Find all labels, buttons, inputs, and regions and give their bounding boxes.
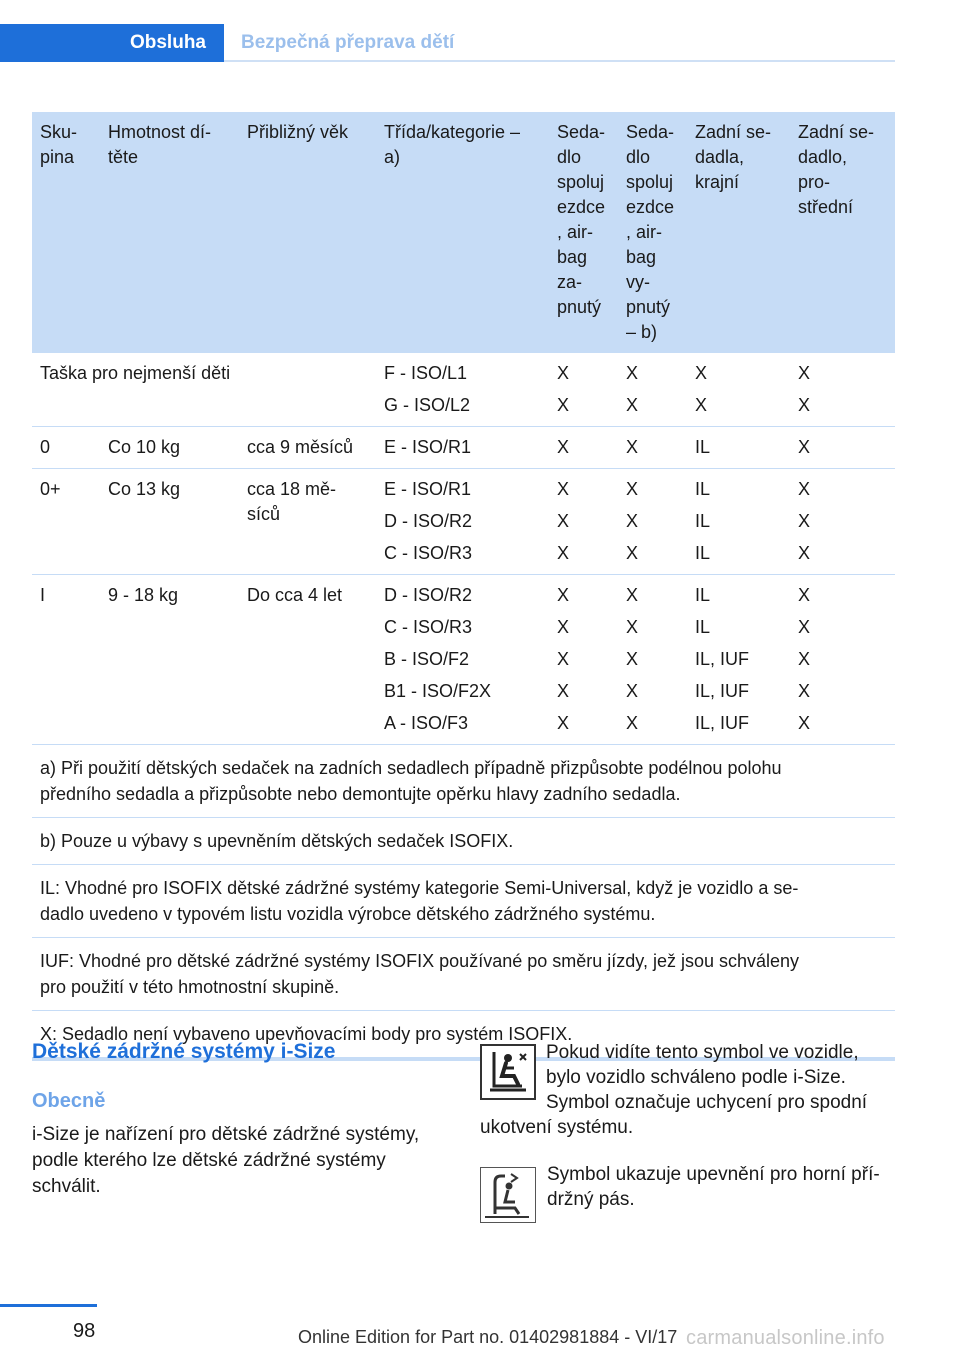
cell-value: E - ISO/R1: [384, 479, 472, 499]
cell-value: X: [798, 585, 811, 605]
class-cell: [376, 469, 549, 575]
cell-value: X: [798, 437, 811, 457]
cell-value: IL, IUF: [695, 649, 750, 669]
text-line: schválit.: [32, 1176, 101, 1197]
cell-value: IL: [695, 617, 711, 637]
table-note: [32, 818, 895, 865]
text-line: Pokud vidíte tento symbol ve vozidle,: [546, 1042, 859, 1063]
seat-cell: [618, 353, 687, 427]
cell-value: IL: [695, 543, 711, 563]
section-title: Dětské zádržné systémy i-Size: [32, 1040, 336, 1063]
header-text: dadla,: [695, 147, 745, 167]
header-text: bag: [557, 247, 588, 267]
group-cell: 0: [40, 437, 51, 457]
cell-value: X: [557, 543, 570, 563]
age-cell: [239, 427, 376, 469]
child-seat-isize-icon: [480, 1044, 536, 1100]
weight-cell: 9 - 18 kg: [108, 585, 179, 605]
header-text: těte: [108, 147, 139, 167]
cell-value: D - ISO/R2: [384, 585, 473, 605]
col-header-spolujezdce-vypnuty: [618, 112, 687, 353]
header-text: krajní: [695, 172, 740, 192]
edition-text: Online Edition for Part no. 01402981884 - VI/17: [298, 1327, 678, 1347]
header-text: spoluj: [626, 172, 674, 192]
table-header-row: [32, 112, 895, 353]
text-line: IUF: Vhodné pro dětské zádržné systémy ISOFIX používané po směru jízdy, jež jsou schváleny: [40, 951, 800, 971]
text-line: předního sedadla a přizpůsobte nebo demontujte opěrku hlavy zadního sedadla.: [40, 784, 681, 804]
cell-value: X: [798, 511, 811, 531]
text-line: IL: Vhodné pro ISOFIX dětské zádržné systémy kategorie Semi-Universal, když je vozidlo a se-: [40, 878, 799, 898]
tab-obsluha[interactable]: Obsluha: [0, 24, 224, 62]
header-text: pro-: [798, 172, 831, 192]
cell-value: IL: [695, 479, 711, 499]
header-text: vy-: [626, 272, 650, 292]
header-text: dlo: [557, 147, 582, 167]
text-line: b) Pouze u výbavy s upevněním dětských sedaček ISOFIX.: [40, 831, 514, 851]
cell-value: X: [626, 713, 639, 733]
hdr: [108, 120, 231, 170]
header-text: Třída/kategorie –: [384, 122, 521, 142]
col-header-zadni-krajni: [687, 112, 790, 353]
col-header-zadni-stredni: [790, 112, 895, 353]
group-cell: I: [40, 585, 46, 605]
seat-cell: [790, 575, 895, 745]
tether-paragraph: [547, 1162, 897, 1212]
seat-cell: [687, 353, 790, 427]
seat-cell: [687, 469, 790, 575]
class-cell: [376, 353, 549, 427]
text-line: i-Size je nařízení pro dětské zádržné systémy,: [32, 1124, 420, 1145]
cell-value: F - ISO/L1: [384, 363, 468, 383]
cell-value: D - ISO/R2: [384, 511, 473, 531]
cell-value: X: [695, 395, 708, 415]
cell-value: C - ISO/R3: [384, 617, 473, 637]
hdr: [798, 120, 887, 220]
header-text: ezdce: [557, 197, 606, 217]
top-tether-icon: [480, 1167, 536, 1223]
class-cell: [376, 427, 549, 469]
hdr: [384, 120, 541, 170]
cell-value: IL: [695, 511, 711, 531]
cell-value: X: [626, 511, 639, 531]
col-header-hmotnost: [100, 112, 239, 353]
cell-value: X: [798, 713, 811, 733]
group-cell: 0+: [40, 479, 61, 499]
header-text: Seda-: [626, 122, 675, 142]
text-line: síců: [247, 504, 281, 524]
table-note: [32, 865, 895, 938]
cell-value: X: [798, 363, 811, 383]
cell-value: X: [695, 363, 708, 383]
table-note: [32, 745, 895, 818]
header-text: pnutý: [557, 297, 602, 317]
cell-value: X: [626, 681, 639, 701]
class-cell: [376, 575, 549, 745]
cell-value: X: [626, 363, 639, 383]
tab-bezpecna-preprava[interactable]: Bezpečná přeprava dětí: [241, 32, 455, 53]
cell-value: X: [798, 649, 811, 669]
table-row: [32, 575, 895, 745]
text-line: Symbol ukazuje upevnění pro horní pří-: [547, 1164, 880, 1185]
header-text: Hmotnost dí-: [108, 122, 212, 142]
col-header-spolujezdce-zapnuty: [549, 112, 618, 353]
seat-cell: [618, 575, 687, 745]
cell-value: X: [557, 511, 570, 531]
cell-value: X: [798, 617, 811, 637]
age-cell: [239, 469, 376, 575]
group-label: Taška pro nejmenší děti: [40, 363, 231, 383]
cell-value: X: [626, 437, 639, 457]
isofix-table: [32, 112, 895, 1061]
isize-paragraph: [480, 1040, 895, 1140]
seat-cell: [618, 469, 687, 575]
hdr: [626, 120, 679, 345]
cell-value: X: [557, 649, 570, 669]
cell-value: B - ISO/F2: [384, 649, 470, 669]
cell-value: X: [626, 585, 639, 605]
col-header-trida: [376, 112, 549, 353]
header-text: Sku-: [40, 122, 78, 142]
cell-value: X: [626, 649, 639, 669]
header-text: střední: [798, 197, 854, 217]
cell-value: IL, IUF: [695, 713, 750, 733]
text-line: X: Sedadlo není vybaveno upevňovacími body pro systém ISOFIX.: [40, 1024, 573, 1044]
seat-cell: [549, 427, 618, 469]
cell-value: X: [557, 617, 570, 637]
page-number: 98: [73, 1320, 96, 1342]
cell-value: IL: [695, 437, 711, 457]
weight-cell: Co 10 kg: [108, 437, 181, 457]
cell-value: X: [626, 395, 639, 415]
seat-cell: [790, 427, 895, 469]
header-text: – b): [626, 322, 658, 342]
cell-value: A - ISO/F3: [384, 713, 469, 733]
text-line: dadlo uvedeno v typovém listu vozidla výrobce dětského zádržného systému.: [40, 904, 656, 924]
hdr: [247, 120, 368, 145]
seat-cell: [790, 469, 895, 575]
seat-cell: [549, 575, 618, 745]
cell-value: B1 - ISO/F2X: [384, 681, 492, 701]
header-text: pnutý: [626, 297, 671, 317]
weight-cell: Co 13 kg: [108, 479, 181, 499]
cell-value: X: [798, 479, 811, 499]
header-text: Zadní se-: [695, 122, 772, 142]
col-header-skupina: [32, 112, 100, 353]
cell-value: X: [557, 479, 570, 499]
section-subtitle: Obecně: [32, 1090, 106, 1112]
text-line: cca 18 mě-: [247, 479, 337, 499]
text-line: cca 9 měsíců: [247, 437, 354, 457]
text-line: bylo vozidlo schváleno podle i-Size.: [546, 1067, 846, 1088]
hdr: [557, 120, 610, 320]
hdr: [695, 120, 782, 195]
cell-value: X: [557, 713, 570, 733]
cell-value: X: [626, 543, 639, 563]
cell-value: X: [557, 585, 570, 605]
cell-value: X: [798, 543, 811, 563]
seat-cell: [549, 353, 618, 427]
text-line: a) Při použití dětských sedaček na zadních sedadlech případně přizpůsobte podélnou polohu: [40, 758, 782, 778]
cell-value: X: [626, 479, 639, 499]
cell-value: X: [557, 363, 570, 383]
seat-cell: [549, 469, 618, 575]
text-line: Do cca 4 let: [247, 585, 343, 605]
text-line: podle kterého lze dětské zádržné systémy: [32, 1150, 386, 1171]
section-body: [32, 1122, 442, 1200]
header-text: bag: [626, 247, 657, 267]
hdr: [40, 120, 92, 170]
text-line: pro použití v této hmotnostní skupině.: [40, 977, 340, 997]
header-text: a): [384, 147, 401, 167]
cell-value: X: [557, 437, 570, 457]
header-text: dadlo,: [798, 147, 848, 167]
header-text: , air-: [557, 222, 593, 242]
header-text: spoluj: [557, 172, 605, 192]
seat-cell: [687, 575, 790, 745]
cell-value: IL, IUF: [695, 681, 750, 701]
cell-value: X: [557, 395, 570, 415]
table-row: [32, 469, 895, 575]
cell-value: IL: [695, 585, 711, 605]
header-text: Zadní se-: [798, 122, 875, 142]
header-text: ezdce: [626, 197, 675, 217]
col-header-vek: [239, 112, 376, 353]
header-text: , air-: [626, 222, 662, 242]
table-body: [32, 353, 895, 1059]
cell-value: C - ISO/R3: [384, 543, 473, 563]
seat-cell: [618, 427, 687, 469]
table-row: [32, 353, 895, 427]
cell-value: X: [626, 617, 639, 637]
header-tabbar: [0, 24, 895, 62]
text-line: držný pás.: [547, 1189, 635, 1210]
seat-cell: [790, 353, 895, 427]
cell-value: E - ISO/R1: [384, 437, 472, 457]
watermark: carmanualsonline.info: [686, 1327, 885, 1349]
text-line: Symbol označuje uchycení pro spodní: [546, 1092, 868, 1113]
cell-value: X: [798, 681, 811, 701]
header-text: Přibližný věk: [247, 122, 349, 142]
seat-cell: [687, 427, 790, 469]
cell-value: X: [798, 395, 811, 415]
header-text: Seda-: [557, 122, 606, 142]
cell-value: X: [557, 681, 570, 701]
header-text: dlo: [626, 147, 651, 167]
table-row: [32, 427, 895, 469]
header-text: pina: [40, 147, 75, 167]
table-note: [32, 938, 895, 1011]
cell-value: G - ISO/L2: [384, 395, 471, 415]
footer-line: [0, 1304, 97, 1307]
header-text: za-: [557, 272, 583, 292]
age-cell: [239, 575, 376, 745]
text-line: ukotvení systému.: [480, 1117, 634, 1138]
